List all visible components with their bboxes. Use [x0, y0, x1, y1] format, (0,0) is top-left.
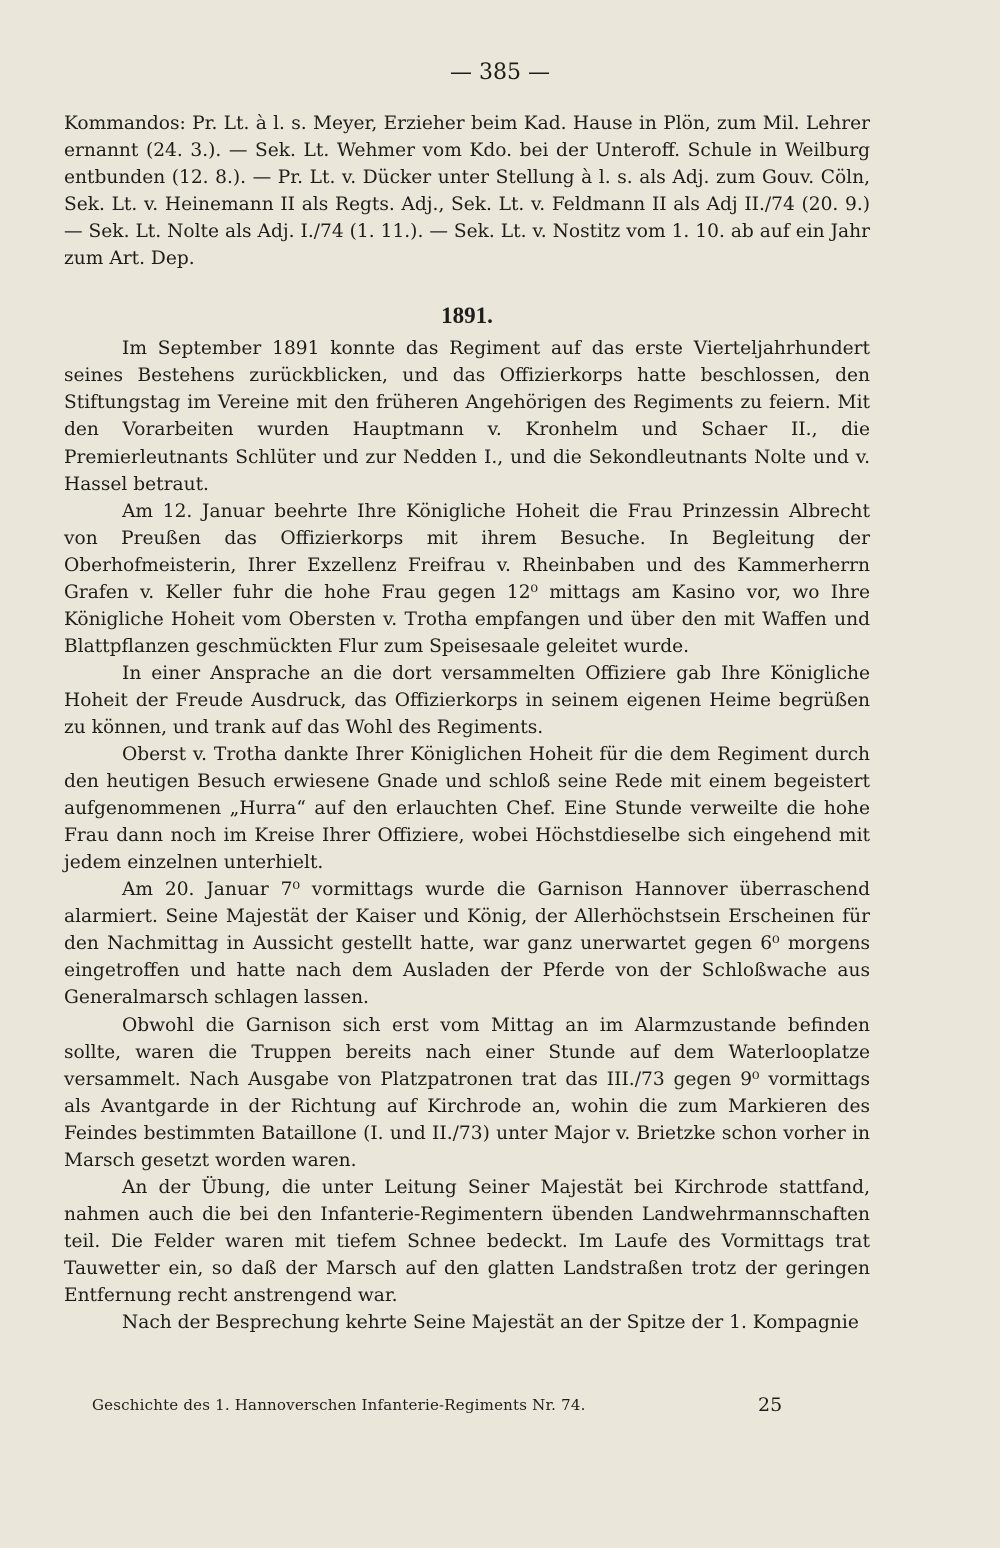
paragraph: Am 20. Januar 7⁰ vormittags wurde die Garnison Hannover überraschend alarmiert. Seine Majestät der Kaiser und König, der Allerhöchstsein Erscheinen für den Nachmittag in Aussicht gestellt hatte, war ganz unerwartet gegen 6⁰ morgens eingetroffen und hatte nach dem Ausladen der Pferde von der Schloßwache aus Generalmarsch schlagen lassen. — [64, 879, 870, 1009]
paragraph: An der Übung, die unter Leitung Seiner Majestät bei Kirchrode stattfand, nahmen auch die bei den Infanterie-Regimentern übenden Landwehrmannschaften teil. Die Felder waren mit tiefem Schnee bedeckt. Im Laufe des Vormittags trat Tauwetter ein, so daß der Marsch auf den glatten Landstraßen trotz der geringen Entfernung recht anstrengend war. — [64, 1176, 870, 1306]
paragraph: Oberst v. Trotha dankte Ihrer Königlichen Hoheit für die dem Regiment durch den heutigen Besuch erwiesene Gnade und schloß seine Rede mit einem begeistert aufgenommenen „Hurra“ auf den erlauchten Chef. Eine Stunde verweilte die hohe Frau dann noch im Kreise Ihrer Offiziere, wobei Höchstdieselbe sich eingehend mit jedem einzelnen unterhielt. — [64, 744, 870, 874]
year-heading: 1891. — [441, 303, 493, 329]
page-number: — 385 — — [450, 60, 550, 85]
intro-paragraph: Kommandos: Pr. Lt. à l. s. Meyer, Erzieher beim Kad. Hause in Plön, zum Mil. Lehrer ernannt (24. 3.). — Sek. Lt. Wehmer vom Kdo. bei der Unteroff. Schule in Weilburg entbunden (12. 8.). — Pr. Lt. v. Dücker unter Stellung à l. s. als Adj. zum Gouv. Cöln, Sek. Lt. v. Heinemann II als Regts. Adj., Sek. Lt. v. Feldmann II als Adj II./74 (20. 9.) — Sek. Lt. Nolte als Adj. I./74 (1. 11.). — Sek. Lt. v. Nostitz vom 1. 10. ab auf ein Jahr zum Art. Dep. — [64, 113, 870, 270]
paragraph: Obwohl die Garnison sich erst vom Mittag an im Alarmzustande befinden sollte, waren die Truppen bereits nach einer Stunde auf dem Waterlooplatze versammelt. Nach Ausgabe von Platzpatronen trat das III./73 gegen 9⁰ vormittags als Avantgarde in der Richtung auf Kirchrode an, wohin die zum Markieren des Feindes bestimmten Bataillone (I. und II./73) unter Major v. Brietzke schon vorher in Marsch gesetzt worden waren. — [64, 1014, 870, 1171]
signature-mark: 25 — [758, 1394, 783, 1416]
paragraph: Am 12. Januar beehrte Ihre Königliche Hoheit die Frau Prinzessin Albrecht von Preußen das Offizierkorps mit ihrem Besuche. In Begleitung der Oberhofmeisterin, Ihrer Exzellenz Freifrau v. Rheinbaben und des Kammerherrn Grafen v. Keller fuhr die hohe Frau gegen 12⁰ mittags am Kasino vor, wo Ihre Königliche Hoheit vom Obersten v. Trotha empfangen und über den mit Waffen und Blattpflanzen geschmückten Flur zum Speisesaale geleitet wurde. — [64, 500, 870, 657]
paragraph: Im September 1891 konnte das Regiment auf das erste Vierteljahrhundert seines Bestehens zurückblicken, und das Offizierkorps hatte beschlossen, den Stiftungstag im Vereine mit den früheren Angehörigen des Regiments zu feiern. Mit den Vorarbeiten wurden Hauptmann v. Kronhelm und Schaer II., die Premierleutnants Schlüter und zur Nedden I., und die Sekondleutnants Nolte und v. Hassel betraut. — [64, 338, 870, 495]
footer-book-title: Geschichte des 1. Hannoverschen Infanterie-Regiments Nr. 74. — [92, 1396, 586, 1414]
paragraph: Nach der Besprechung kehrte Seine Majestät an der Spitze der 1. Kompagnie — [122, 1312, 859, 1334]
paragraph: In einer Ansprache an die dort versammelten Offiziere gab Ihre Königliche Hoheit der Freude Ausdruck, das Offizierkorps in seinem eigenen Heime begrüßen zu können, und trank auf das Wohl des Regiments. — [64, 662, 870, 738]
body-text — [64, 110, 870, 1336]
